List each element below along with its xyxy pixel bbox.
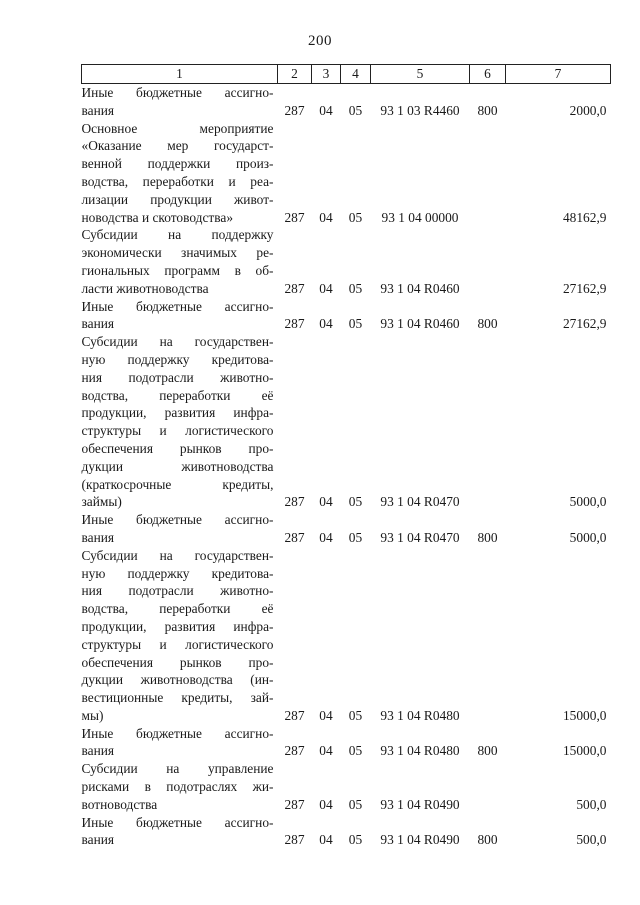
- row-name-line: мы): [81, 707, 104, 723]
- row-name-line: Иные бюджетные ассигно-: [81, 298, 274, 314]
- row-name-line: вания: [81, 316, 115, 332]
- row-name-line: гиональных программ в об-: [81, 262, 274, 278]
- admin-code: 287: [284, 743, 305, 759]
- admin-code: 287: [284, 529, 305, 545]
- target-article-code: 93 1 04 R0460: [380, 316, 460, 332]
- row-name-line: ния подотрасли животно-: [81, 369, 274, 385]
- row-name-line: «Оказание мер государст-: [81, 138, 274, 154]
- subsection-code: 05: [348, 832, 363, 848]
- subsection-code: 05: [348, 529, 363, 545]
- row-name-line: водства, переработки её: [81, 601, 274, 617]
- row-name-line: новодства и скотоводства»: [81, 209, 234, 225]
- amount: 15000,0: [562, 707, 607, 723]
- row-name: [82, 333, 278, 511]
- table-row: [82, 298, 611, 334]
- amount: 27162,9: [562, 280, 607, 296]
- row-name: [82, 547, 278, 725]
- row-name-line: структуры и логистического: [81, 636, 274, 652]
- row-name-line: Субсидии на государствен-: [81, 547, 274, 563]
- admin-code: 287: [284, 316, 305, 332]
- row-name-line: дукции животноводства: [81, 458, 274, 474]
- table-row: [82, 814, 611, 850]
- admin-code: 287: [284, 494, 305, 510]
- expense-type-code: [470, 760, 506, 813]
- subsection-code: 05: [348, 494, 363, 510]
- section-code: 04: [319, 743, 333, 759]
- target-article-code: 93 1 04 R0470: [380, 494, 460, 510]
- expense-type-code: 800: [477, 102, 498, 118]
- column-header: 4: [341, 65, 371, 84]
- row-name-line: водства, переработки и реа-: [81, 173, 274, 189]
- admin-code: 287: [284, 796, 305, 812]
- row-name-line: вотноводства: [81, 796, 158, 812]
- table-row: [82, 760, 611, 813]
- row-name: [82, 120, 278, 227]
- table-row: [82, 226, 611, 297]
- table-row: [82, 333, 611, 511]
- target-article-code: 93 1 03 R4460: [380, 102, 460, 118]
- row-name: [82, 511, 278, 547]
- subsection-code: 05: [348, 209, 363, 225]
- row-name-line: Иные бюджетные ассигно-: [81, 85, 274, 100]
- row-name-line: Субсидии на управление: [81, 761, 274, 777]
- row-name-line: продукции, развития инфра-: [81, 405, 274, 421]
- section-code: 04: [319, 316, 333, 332]
- row-name-line: вестиционные кредиты, зай-: [81, 690, 274, 706]
- admin-code: 287: [284, 832, 305, 848]
- page-number: 200: [308, 33, 332, 49]
- row-name-line: обеспечения рынков про-: [81, 654, 274, 670]
- section-code: 04: [319, 102, 333, 118]
- amount: 5000,0: [569, 494, 607, 510]
- row-name: [82, 725, 278, 761]
- column-header: 6: [470, 65, 506, 84]
- row-name-line: водства, переработки её: [81, 387, 274, 403]
- table-row: [82, 511, 611, 547]
- target-article-code: 93 1 04 R0470: [380, 529, 460, 545]
- expense-type-code: [470, 226, 506, 297]
- subsection-code: 05: [348, 796, 363, 812]
- row-name-line: Иные бюджетные ассигно-: [81, 814, 274, 830]
- target-article-code: 93 1 04 R0480: [380, 743, 460, 759]
- amount: 2000,0: [569, 102, 607, 118]
- table-row: [82, 120, 611, 227]
- row-name-line: Субсидии на государствен-: [81, 334, 274, 350]
- amount: 500,0: [576, 796, 607, 812]
- target-article-code: 93 1 04 R0480: [380, 707, 460, 723]
- column-header: 7: [506, 65, 611, 84]
- section-code: 04: [319, 280, 333, 296]
- row-name-line: Основное мероприятие: [81, 120, 274, 136]
- admin-code: 287: [284, 707, 305, 723]
- row-name-line: Иные бюджетные ассигно-: [81, 725, 274, 741]
- section-code: 04: [319, 494, 333, 510]
- row-name-line: экономически значимых ре-: [81, 245, 274, 261]
- row-name-line: ную поддержку кредитова-: [81, 565, 274, 581]
- expense-type-code: 800: [477, 316, 498, 332]
- row-name: [82, 226, 278, 297]
- row-name-line: (краткосрочные кредиты,: [81, 476, 274, 492]
- admin-code: 287: [284, 280, 305, 296]
- section-code: 04: [319, 707, 333, 723]
- row-name: [82, 814, 278, 850]
- amount: 48162,9: [562, 209, 607, 225]
- table-body: [82, 84, 611, 850]
- row-name: [82, 298, 278, 334]
- row-name-line: ную поддержку кредитова-: [81, 351, 274, 367]
- column-header: 1: [82, 65, 278, 84]
- row-name-line: вания: [81, 832, 115, 848]
- table-row: [82, 84, 611, 120]
- row-name-line: обеспечения рынков про-: [81, 440, 274, 456]
- section-code: 04: [319, 529, 333, 545]
- row-name-line: Иные бюджетные ассигно-: [81, 512, 274, 528]
- section-code: 04: [319, 796, 333, 812]
- section-code: 04: [319, 209, 333, 225]
- row-name-line: продукции, развития инфра-: [81, 618, 274, 634]
- admin-code: 287: [284, 102, 305, 118]
- row-name-line: венной поддержки произ-: [81, 156, 274, 172]
- expense-type-code: 800: [477, 743, 498, 759]
- expense-type-code: [470, 120, 506, 227]
- row-name-line: рисками в подотраслях жи-: [81, 779, 274, 795]
- expense-type-code: [470, 547, 506, 725]
- amount: 27162,9: [562, 316, 607, 332]
- expense-type-code: [470, 333, 506, 511]
- target-article-code: 93 1 04 R0460: [380, 280, 460, 296]
- target-article-code: 93 1 04 00000: [381, 209, 459, 225]
- subsection-code: 05: [348, 102, 363, 118]
- table-header-row: [82, 65, 611, 84]
- column-header: 2: [278, 65, 312, 84]
- row-name-line: Субсидии на поддержку: [81, 227, 274, 243]
- row-name-line: ласти животноводства: [81, 280, 209, 296]
- row-name-line: вания: [81, 743, 115, 759]
- row-name-line: структуры и логистического: [81, 423, 274, 439]
- amount: 15000,0: [562, 743, 607, 759]
- amount: 5000,0: [569, 529, 607, 545]
- table-row: [82, 725, 611, 761]
- expense-type-code: 800: [477, 832, 498, 848]
- section-code: 04: [319, 832, 333, 848]
- column-header: 3: [312, 65, 341, 84]
- expense-type-code: 800: [477, 529, 498, 545]
- subsection-code: 05: [348, 316, 363, 332]
- row-name-line: вания: [81, 102, 115, 118]
- target-article-code: 93 1 04 R0490: [380, 832, 460, 848]
- row-name-line: дукции животноводства (ин-: [81, 672, 274, 688]
- target-article-code: 93 1 04 R0490: [380, 796, 460, 812]
- amount: 500,0: [576, 832, 607, 848]
- row-name-line: ния подотрасли животно-: [81, 583, 274, 599]
- row-name-line: вания: [81, 529, 115, 545]
- row-name: [82, 84, 278, 120]
- subsection-code: 05: [348, 707, 363, 723]
- subsection-code: 05: [348, 743, 363, 759]
- budget-table: [81, 64, 611, 849]
- admin-code: 287: [284, 209, 305, 225]
- row-name-line: лизации продукции живот-: [81, 191, 274, 207]
- row-name-line: займы): [81, 494, 122, 510]
- table-row: [82, 547, 611, 725]
- row-name: [82, 760, 278, 813]
- column-header: 5: [371, 65, 470, 84]
- subsection-code: 05: [348, 280, 363, 296]
